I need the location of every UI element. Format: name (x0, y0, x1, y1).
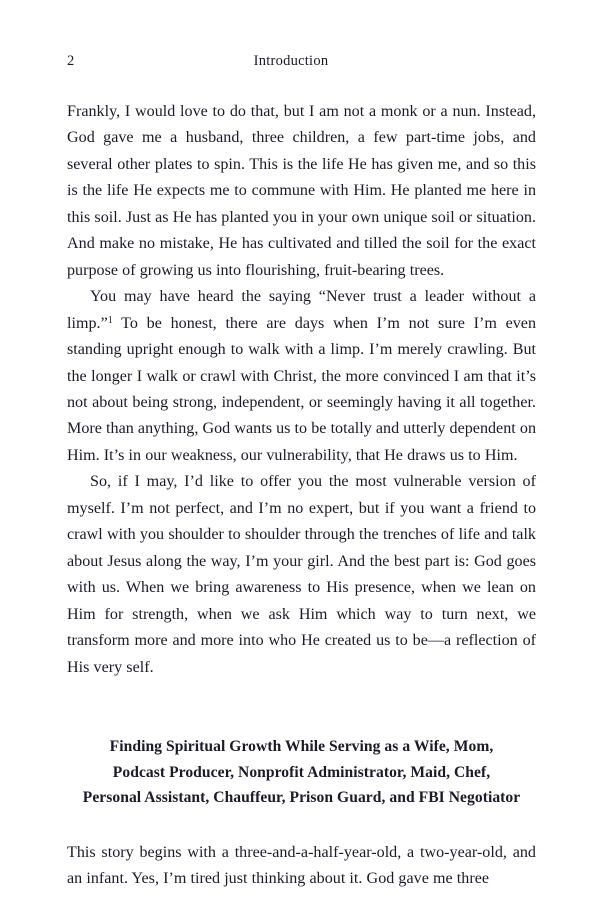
paragraph-2-text-before-footnote: You may have heard the saying “Never trust a leader without a limp.” (67, 288, 536, 332)
running-head (67, 50, 536, 72)
body-paragraph-1: Frankly, I would love to do that, but I am not a monk or a nun. Instead, God gave me a husband, three children, a few part-time jobs, and several other plates to spin. This is the life He has given me, and so this is the life He expects me to commune with Him. He planted me here in this soil. Just as He has planted you in your own unique soil or situation. And make no mistake, He has cultivated and tilled the soil for the exact purpose of growing us into flourishing, fruit-bearing trees. (67, 103, 536, 279)
text-column (67, 99, 536, 893)
footnote-reference-marker[interactable]: 1 (107, 314, 113, 326)
paragraph-2-text-after-footnote: To be honest, there are days when I’m not sure I’m even standing upright enough to walk with a limp. I’m merely crawling. But the longer I walk or crawl with Christ, the more convinced I am that it’s not about being strong, independent, or seemingly having it all together. More than anything, God wants us to be totally and utterly dependent on Him. It’s in our weakness, our vulnerability, that He draws us to Him. (67, 314, 536, 464)
body-paragraph-2 (67, 284, 536, 469)
closing-paragraph: This story begins with a three-and-a-half-year-old, a two-year-old, and an infant. Yes, I’m tired just thinking about it. God gave me three (67, 843, 536, 888)
page-number: 2 (67, 53, 75, 69)
section-subheading-line-3: Personal Assistant, Chauffeur, Prison Guard, and FBI Negotiator (82, 789, 521, 807)
subhead-top-spacer (67, 681, 536, 734)
section-subheading-line-2: Podcast Producer, Nonprofit Administrator, Maid, Chef, (112, 763, 491, 781)
subhead-bottom-spacer (67, 811, 536, 840)
running-head-title: Introduction (253, 53, 329, 69)
section-subheading-line-1: Finding Spiritual Growth While Serving as a Wife, Mom, (109, 737, 494, 755)
section-subheading (67, 734, 536, 811)
body-paragraph-3: So, if I may, I’d like to offer you the most vulnerable version of myself. I’m not perfect, and I’m no expert, but if you want a friend to crawl with you shoulder to shoulder through the trenches of life and talk about Jesus along the way, I’m your girl. And the best part is: God goes with us. When we bring awareness to His presence, when we lean on Him for strength, when we ask Him which way to turn next, we transform more and more into who He created us to be—a reflection of His very self. (67, 473, 536, 676)
